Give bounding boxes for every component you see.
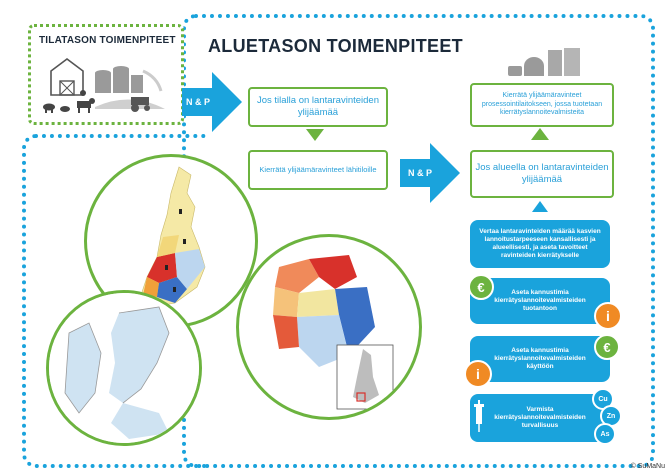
- cu-icon: Cu: [592, 388, 614, 410]
- field-shape: [95, 99, 165, 109]
- box-recycle-process: [470, 83, 614, 127]
- euro-icon-2: €: [594, 334, 620, 360]
- farm-illustration: [35, 51, 177, 117]
- pig-icon-2: [60, 106, 70, 112]
- action-safety-text: Varmista kierrätyslannoitevalmisteiden turvallisuus: [494, 405, 586, 430]
- box-recycle-local-text: Kierrätä ylijäämäravinteet lähitiloille: [259, 165, 377, 175]
- action-safety: [470, 394, 610, 442]
- farm-level-box: [28, 24, 184, 125]
- down-arrow-1: [306, 125, 324, 143]
- up-arrow-1: [531, 126, 549, 146]
- info-icon-2: i: [464, 360, 492, 388]
- box-recycle-local: [248, 150, 388, 190]
- region-title: ALUETASON TOIMENPITEET: [208, 36, 463, 56]
- pig-icon: [43, 104, 55, 114]
- as-icon: As: [594, 423, 616, 445]
- action-incentive-production-text: Aseta kannustimia kierrätyslannoitevalmisteiden tuotantoon: [494, 288, 586, 313]
- chicken-icon: [80, 90, 86, 96]
- box-surplus-farm-text: Jos tilalla on lantaravinteiden ylijäämää: [257, 95, 379, 118]
- credit-text: © SuMaNu: [630, 463, 665, 470]
- action-compare-text: Vertaa lantaravinteiden määrää kasvien lannoitustarpeeseen kansallisesti ja alueellisesti, ja aseta tavoitteet ravinteiden kierrätykselle: [479, 227, 601, 260]
- box-surplus-farm: [248, 87, 388, 127]
- tractor-icon: [131, 97, 150, 112]
- farm-title: TILATASON TOIMENPITEET: [39, 35, 176, 46]
- action-compare: [470, 220, 610, 268]
- cow-icon: [77, 98, 95, 113]
- baltic-map: [49, 293, 199, 443]
- up-arrow-2: [532, 200, 548, 214]
- zn-icon: Zn: [600, 405, 622, 427]
- np-label-2: N & P: [408, 168, 433, 178]
- box-recycle-process-text: Kierrätä ylijäämäravinteet prosessointilaitokseen, jossa tuotetaan kierrätyslannoitevalmisteita: [481, 91, 603, 117]
- region-map: [239, 237, 419, 417]
- action-incentive-use-text: Aseta kannustimia kierrätyslannoitevalmisteiden käyttöön: [494, 346, 586, 371]
- cycle-arrow: [143, 71, 161, 91]
- silo-icon: [95, 66, 143, 93]
- np-label-1: N & P: [186, 97, 211, 107]
- syringe-icon: [472, 400, 486, 434]
- box-surplus-region-text: Jos alueella on lantaravinteiden ylijäämää: [475, 162, 609, 185]
- box-surplus-region: [470, 150, 614, 198]
- barn-icon: [51, 59, 83, 95]
- map-baltic-circle: [46, 290, 202, 446]
- info-icon: i: [594, 302, 622, 330]
- euro-icon: €: [468, 274, 494, 300]
- map-region-circle: [236, 234, 422, 420]
- factory-icon: [504, 44, 586, 78]
